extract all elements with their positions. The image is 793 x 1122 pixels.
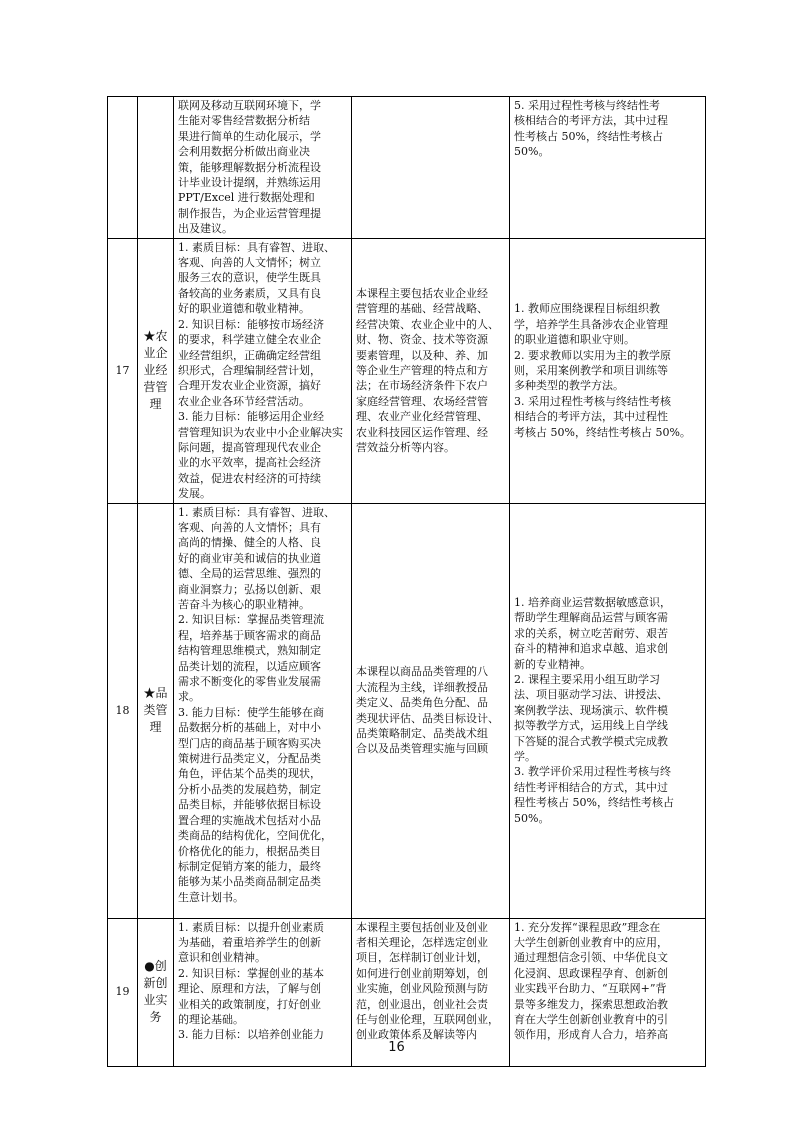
table-row [108, 97, 706, 239]
objective-line: 1. 素质目标：具有睿智、进取、 [178, 505, 335, 519]
objective-line: 际问题，提高管理现代农业企 [178, 440, 321, 454]
objective-line: 果进行简单的生动化展示，学 [178, 129, 321, 143]
course-content: 本课程主要包括创业及创业 者相关理论，怎样选定创业 项目，怎样制订创业计划， 如何进行创业前期筹划，创 业实施，创业风险预测与防 范，创业退出，创业社会责 任与创业伦理，互联网创业， 创业政策体系及解读等内 [352, 918, 510, 1066]
objective-line: 能够为某小品类商品制定品类 [178, 875, 321, 889]
objective-line: 分析小品类的发展趋势，制定 [178, 782, 321, 796]
objective-line: 需求不断变化的零售业发展需 [178, 675, 321, 689]
objective-line: 策，能够理解数据分析流程设 [178, 160, 321, 174]
objective-line: 联网及移动互联网环境下，学 [178, 99, 321, 112]
row-number: 19 [108, 918, 138, 1066]
row-number [108, 97, 138, 239]
teaching-requirements: 1. 培养商业运营数据敏感意识， 帮助学生理解商品运营与顾客需 求的关系，树立吃苦耐劳、艰苦 奋斗的精神和追求卓越、追求创 新的专业精神。 2. 课程主要采用小组互助学习 法、项目驱动学习法、讲授法、 案例教学法、现场演示、软件模 拟等教学方式，运用线上自学线 下答疑的混合式教学模式完成教 学。 3. 教学评价采用过程性考核与终 结性考评相结合的方式，其中过 程性考核占 50%，终结性考核占 50%。 [510, 503, 706, 918]
objective-line: 制作报告，为企业运营管理提 [178, 206, 321, 220]
objective-line: 品类计划的流程，以适应顾客 [178, 659, 321, 673]
course-name: ★品 类管 理 [138, 503, 174, 918]
objective-line: 的理论基础。 [178, 1013, 244, 1026]
objective-line: 的要求，科学建立健全农业企 [178, 333, 321, 347]
course-name: ●创 新创 业实 务 [138, 918, 174, 1066]
objective-line: 价格优化的能力，根据品类目 [178, 844, 321, 858]
objective-line: 求。 [178, 690, 200, 704]
objective-line: 角色，评估某个品类的现状， [178, 767, 321, 781]
objective-line: 营管理知识为农业中小企业解决实 [178, 425, 343, 439]
course-objectives [174, 97, 352, 239]
objective-line: 备较高的业务素质，又具有良 [178, 286, 321, 300]
objective-line: 品数据分析的基础上，对中小 [178, 721, 321, 735]
objective-line: 商业洞察力；弘扬以创新、艰 [178, 582, 321, 596]
objective-line: 好的职业道德和敬业精神。 [178, 302, 310, 316]
objective-line: 类商品的结构优化，空间优化， [178, 829, 332, 843]
course-name [138, 97, 174, 239]
course-objectives [174, 238, 352, 503]
objective-line: 服务三农的意识，使学生既具 [178, 271, 321, 285]
objective-line: 业相关的政策制度，打好创业 [178, 997, 321, 1011]
objective-line: 标制定促销方案的能力，最终 [178, 859, 321, 873]
objective-line: 合理开发农业企业资源，搞好 [178, 379, 321, 393]
objective-line: 客观、向善的人文情怀；树立 [178, 256, 321, 270]
objective-line: 为基础，着重培养学生的创新 [178, 935, 321, 949]
objective-line: 1. 素质目标：以提升创业素质 [178, 920, 324, 934]
objective-line: 策树进行品类定义，分配品类 [178, 752, 321, 766]
table-row [108, 238, 706, 503]
objective-line: 2. 知识目标：掌握创业的基本 [178, 966, 324, 980]
objective-line: 2. 知识目标：能够按市场经济 [178, 317, 324, 331]
objective-line: 3. 能力目标：使学生能够在商 [178, 705, 324, 719]
objective-line: PPT/Excel 进行数据处理和 [178, 191, 315, 205]
objective-line: 2. 知识目标：掌握品类管理流 [178, 613, 324, 627]
course-name: ★农 业企 业经 营管 理 [138, 238, 174, 503]
course-content: 本课程主要包括农业企业经 营管理的基础、经营战略、 经营决策、农业企业中的人、 财、物、资金、技术等资源 要素管理，以及种、养、加 等企业生产管理的特点和方 法；在市场经济条件下农户 家庭经营管理、农场经营管 理、农业产业化经营管理、 农业科技园区运作管理、经 营效益分析等内容。 [352, 238, 510, 503]
objective-line: 苦奋斗为核心的职业精神。 [178, 598, 310, 611]
page-number: 16 [388, 1040, 405, 1055]
objective-line: 出及建议。 [178, 222, 233, 236]
teaching-requirements: 1. 充分发挥“课程思政”理念在 大学生创新创业教育中的应用， 通过理想信念引领、中华优良文 化浸润、思政课程孕育、创新创 业实践平台助力、“互联网+”背 景等多维发力，探索思想政治教 育在大学生创新创业教育中的引 领作用，形成育人合力，培养高 [510, 918, 706, 1066]
objective-line: 发展。 [178, 487, 211, 501]
objective-line: 品类目标，并能够依据目标设 [178, 798, 321, 812]
table-row [108, 503, 706, 918]
objective-line: 会利用数据分析做出商业决 [178, 145, 310, 159]
objective-line: 德、全局的运营思维、强烈的 [178, 567, 321, 581]
objective-line: 计毕业设计提纲，并熟练运用 [178, 176, 321, 190]
objective-line: 型门店的商品基于顾客购买决 [178, 736, 321, 750]
teaching-requirements: 5. 采用过程性考核与终结性考 核相结合的考评方法，其中过程 性考核占 50%，终结性考核占 50%。 [510, 97, 706, 239]
objective-line: 意识和创业精神。 [178, 951, 266, 965]
objective-line: 织形式，合理编制经营计划， [178, 363, 321, 377]
objective-line: 高尚的情操、健全的人格、良 [178, 536, 321, 550]
objective-line: 3. 能力目标：以培养创业能力 [178, 1028, 324, 1042]
row-number: 17 [108, 238, 138, 503]
objective-line: 生能对零售经营数据分析结 [178, 114, 310, 128]
objective-line: 农业企业各环节经营活动。 [178, 394, 310, 408]
objective-line: 3. 能力目标：能够运用企业经 [178, 410, 324, 424]
objective-line: 业的水平效率，提高社会经济 [178, 456, 321, 470]
objective-line: 客观、向善的人文情怀；具有 [178, 520, 321, 534]
objective-line: 生意计划书。 [178, 890, 244, 904]
course-content [352, 97, 510, 239]
objective-line: 结构管理思维模式，熟知制定 [178, 644, 321, 658]
objective-line: 理论、原理和方法，了解与创 [178, 982, 321, 996]
objective-line: 效益，促进农村经济的可持续 [178, 471, 321, 485]
course-content: 本课程以商品品类管理的八 大流程为主线，详细教授品 类定义、品类角色分配、品 类现状评估、品类目标设计、 品类策略制定、品类战术组 合以及品类管理实施与回顾 [352, 503, 510, 918]
objective-line: 业经营组织，正确确定经营组 [178, 348, 321, 362]
objective-line: 1. 素质目标：具有睿智、进取、 [178, 240, 335, 254]
course-table [107, 96, 706, 1067]
objective-line: 程，培养基于顾客需求的商品 [178, 628, 321, 642]
objective-line: 置合理的实施战术包括对小品 [178, 813, 321, 827]
objective-line: 好的商业审美和诚信的执业道 [178, 551, 321, 565]
course-objectives [174, 503, 352, 918]
teaching-requirements: 1. 教师应围绕课程目标组织教 学，培养学生具备涉农企业管理 的职业道德和职业守则。 2. 要求教师以实用为主的教学原 则，采用案例教学和项目训练等 多种类型的教学方法。 3. 采用过程性考核与终结性考核 相结合的考评方法，其中过程性 考核占 50%，终结性考核占 50%。 [510, 238, 706, 503]
row-number: 18 [108, 503, 138, 918]
